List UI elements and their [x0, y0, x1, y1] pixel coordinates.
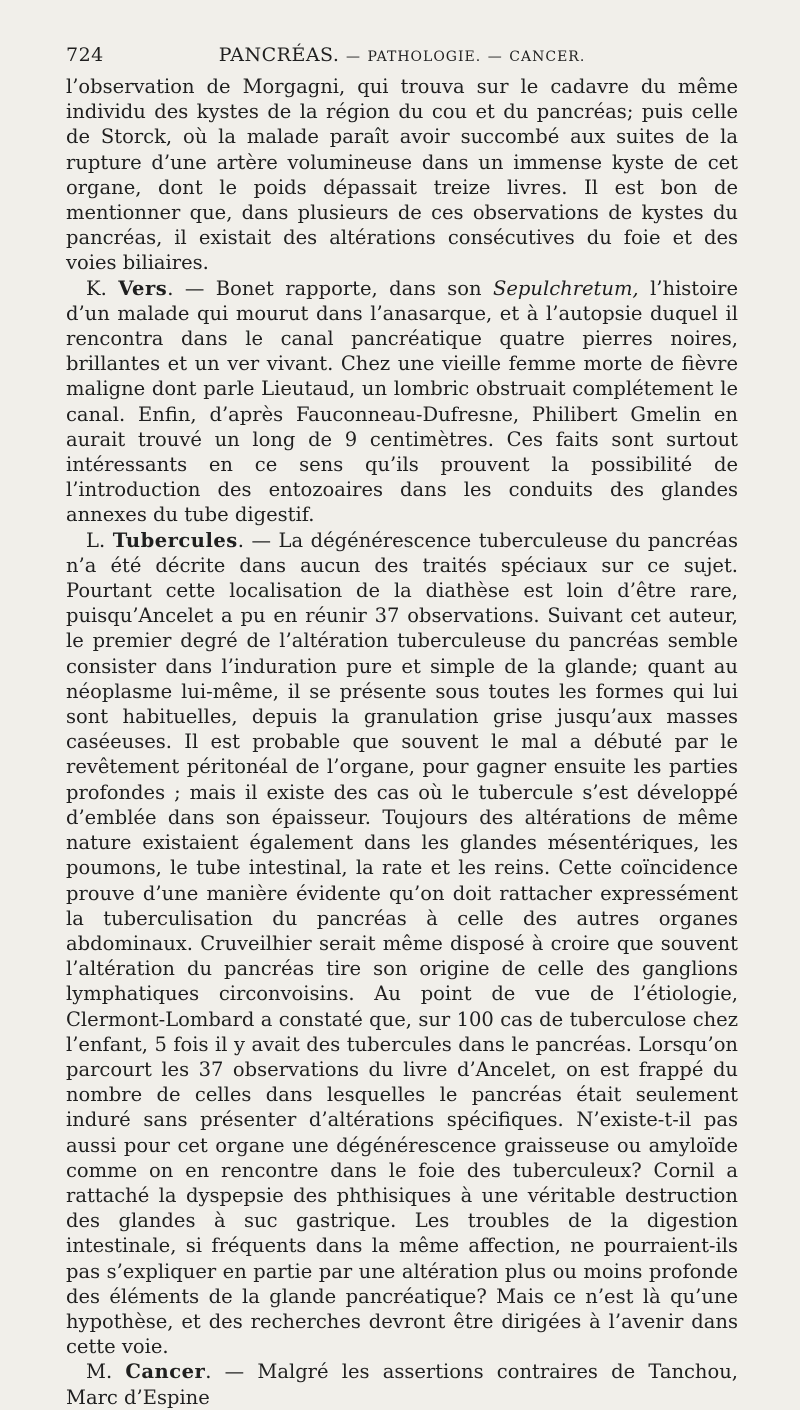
- header-subsection: CANCER.: [509, 49, 586, 65]
- paragraph-tubercules: [66, 528, 738, 1360]
- section-heading-vers: Vers: [118, 276, 168, 300]
- header-separator-1: —: [345, 49, 361, 65]
- paragraph-cancer-text: . — Malgré les assertions contraires de Tanchou, Marc d’Espine: [66, 1360, 738, 1409]
- section-heading-tubercules: Tubercules: [112, 528, 238, 552]
- header-section: PATHOLOGIE.: [367, 49, 482, 65]
- body-text: [66, 74, 738, 1410]
- section-letter-k: K.: [86, 276, 107, 300]
- paragraph-vers-text: l’histoire d’un malade qui mourut dans l’anasarque, et à l’autopsie duquel il rencontra dans le canal pancréatique quatre pierres noires, brillantes et un ver vivant. Chez une vieille femme morte de fièvre maligne dont parle Lieutaud, un lombric obstruait complétement le canal. Enfin, d’après Fauconneau-Dufresne, Philibert Gmelin en aurait trouvé un long de 9 centimètres. Ces faits sont surtout intéressants en ce sens qu’ils prouvent la possibilité de l’introduction des entozoaires dans les conduits des glandes annexes du tube digestif.: [66, 276, 738, 527]
- header-title: [66, 44, 738, 66]
- header-main-title: PANCRÉAS.: [218, 44, 340, 66]
- paragraph-tubercules-text: . — La dégénérescence tuberculeuse du pancréas n’a été décrite dans aucun des traités spéciaux sur ce sujet. Pourtant cette localisation de la diathèse est loin d’être rare, puisqu’Ancelet a pu en réunir 37 observations. Suivant cet auteur, le premier degré de l’altération tuberculeuse du pancréas semble consister dans l’induration pure et simple de la glande; quant au néoplasme lui-même, il se présente sous toutes les formes qui lui sont habituelles, depuis la granulation grise jusqu’aux masses caséeuses. Il est probable que souvent le mal a débuté par le revêtement péritonéal de l’organe, pour gagner ensuite les parties profondes ; mais il existe des cas où le tubercule s’est développé d’emblée dans son épaisseur. Toujours des altérations de même nature existaient également dans les glandes mésentériques, les poumons, le tube intestinal, la rate et les reins. Cette coïncidence prouve d’une manière évidente qu’on doit rattacher expressément la tuberculisation du pancréas à celle des autres organes abdominaux. Cruveilhier serait même disposé à croire que souvent l’altération du pancréas tire son origine de celle des ganglions lymphatiques circonvoisins. Au point de vue de l’étiologie, Clermont-Lombard a constaté que, sur 100 cas de tuberculose chez l’enfant, 5 fois il y avait des tubercules dans le pancréas. Lorsqu’on parcourt les 37 observations du livre d’Ancelet, on est frappé du nombre de celles dans lesquelles le pancréas était seulement induré sans présenter d’altérations spécifiques. N’existe-t-il pas aussi pour cet organe une dégénérescence graisseuse ou amyloïde comme on en rencontre dans le foie des tuberculeux? Cornil a rattaché la dyspepsie des phthisiques à une véritable destruction des glandes à suc gastrique. Les troubles de la digestion intestinale, si fréquents dans la même affection, ne pourraient-ils pas s’expliquer en partie par une altération plus ou moins profonde des éléments de la glande pancréatique? Mais ce n’est là qu’une hypothèse, et des recherches devront être dirigées à l’avenir dans cette voie.: [66, 528, 738, 1359]
- header-separator-2: —: [487, 49, 503, 65]
- paragraph-continuation: l’observation de Morgagni, qui trouva sur le cadavre du même individu des kystes de la région du cou et du pancréas; puis celle de Storck, où la malade paraît avoir succombé aux suites de la rupture d’une artère volumineuse dans un immense kyste de cet organe, dont le poids dépassait treize livres. Il est bon de mentionner que, dans plusieurs de ces observations de kystes du pancréas, il existait des altérations consécutives du foie et des voies biliaires.: [66, 75, 738, 275]
- running-head: [66, 44, 738, 74]
- paragraph-vers: [66, 276, 738, 528]
- paragraph-cancer: [66, 1359, 738, 1409]
- section-letter-l: L.: [86, 528, 106, 552]
- book-title-sepulchretum: Sepulchretum,: [493, 276, 639, 300]
- section-heading-cancer: Cancer: [125, 1360, 206, 1384]
- section-letter-m: M.: [86, 1360, 113, 1384]
- page-number: 724: [66, 44, 104, 66]
- paragraph-vers-lead: . — Bonet rapporte, dans son: [167, 276, 494, 300]
